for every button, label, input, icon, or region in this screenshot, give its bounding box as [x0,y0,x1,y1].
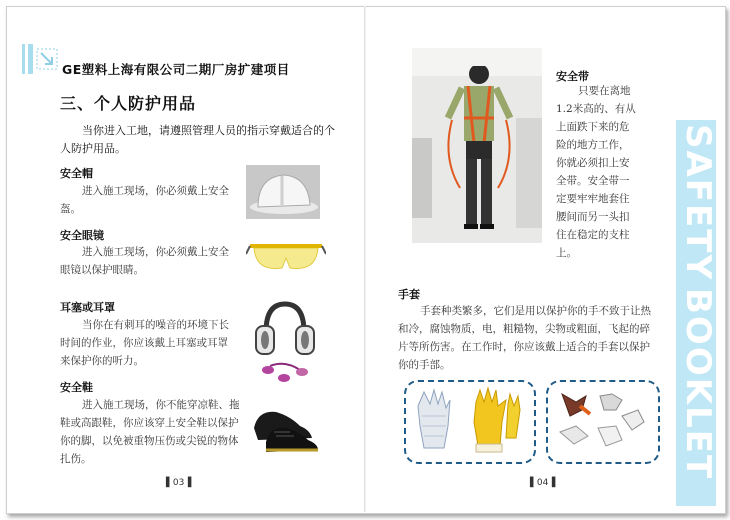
header-deco-bar-1 [22,44,25,74]
gloves-heading: 手套 [398,288,420,301]
harness-text: 只要在离地1.2米高的、有从上面跌下来的危险的地方工作，你就必须扣上安全带。安全带一定要牢牢地套住腰间而另一头扣住在稳定的支柱上。 [556,85,636,259]
gloves-text: 手套种类繁多，它们是用以保护你的手不致于让热和冷，腐蚀物质，电，粗糙物，尖物或粗面，飞起的碎片等所伤害。在工作时，你应该戴上适合的手套以保护你的手部。 [398,305,651,371]
helmet-heading: 安全帽 [60,167,93,180]
project-header: GE塑料上海有限公司二期厂房扩建项目 [62,62,290,77]
work-gloves-image [410,386,528,456]
earmuff-heading: 耳塞或耳罩 [60,301,115,314]
arrow-logo-icon [36,48,58,70]
page-number-right: ▌04▐ [530,478,556,488]
shoes-text: 进入施工现场，你不能穿凉鞋、拖鞋或高跟鞋，你应该穿上安全鞋以保护你的脚，以免被重物压伤或尖锐的物体扎伤。 [60,399,240,465]
safety-harness-photo [412,48,542,243]
page-spine [364,6,366,512]
earmuffs-image [250,300,320,384]
glasses-heading: 安全眼镜 [60,229,104,242]
side-title-safety: SAFETY [678,124,718,282]
earmuff-text: 当你在有刺耳的噪音的环境下长时间的作业，你应该戴上耳塞或耳罩来保护你的听力。 [60,319,229,367]
assorted-gloves-image [552,386,650,456]
shoes-heading: 安全鞋 [60,381,93,394]
header-deco-bar-2 [28,44,33,74]
safety-shoes-image [250,398,322,454]
side-title-booklet: BOOKLET [678,288,718,481]
safety-helmet-image [246,165,320,219]
glasses-text: 进入施工现场，你必须戴上安全眼镜以保护眼睛。 [60,246,229,276]
intro-paragraph: 当你进入工地，请遵照管理人员的指示穿戴适合的个人防护用品。 [60,124,335,155]
safety-glasses-image [246,236,326,280]
page-title: 三、个人防护用品 [60,94,197,113]
harness-heading: 安全带 [556,70,589,83]
helmet-text: 进入施工现场，你必须戴上安全盔。 [60,185,229,215]
page-number-left: ▌03▐ [166,478,192,488]
